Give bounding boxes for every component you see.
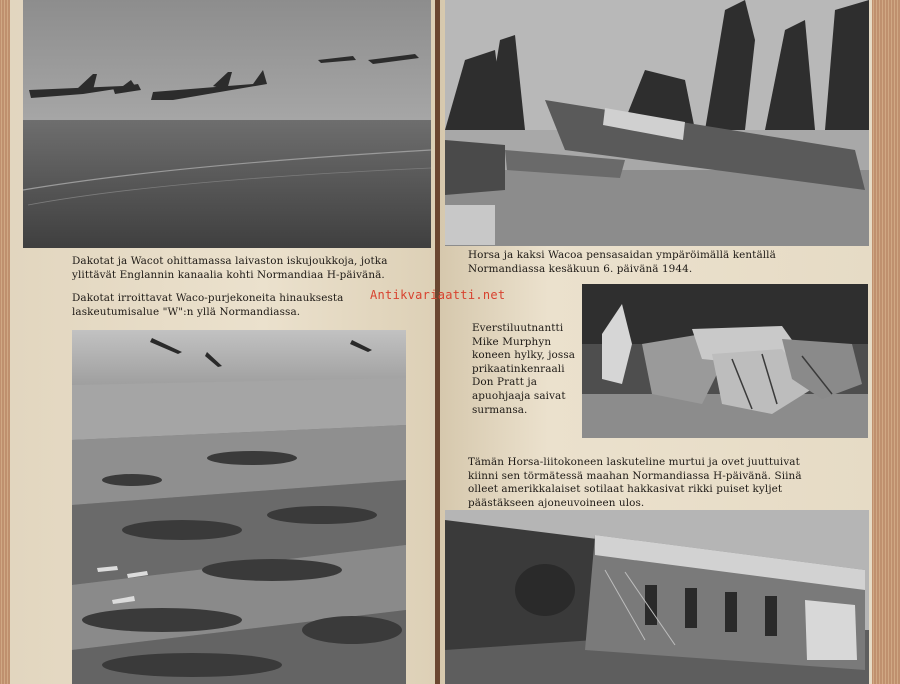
- caption-murphy-wreck: Everstiluutnantti Mike Murphyn koneen hylky, jossa prikaatinkenraali Don Pratt ja apuohjaaja saivat surmansa.: [472, 322, 576, 416]
- caption-horsa-landing-gear: Tämän Horsa-liitokoneen laskuteline murtui ja ovet juuttuivat kiinni sen törmätessä maahan Normandiassa H-päivänä. Siinä olleet amerikkalaiset sotilaat hakkasivat rikki puiset kyljet päästäkseen ajoneuvoineen ulos.: [468, 456, 802, 509]
- right-page-edge: [872, 0, 900, 684]
- photo-horsa-broken-sides: [445, 510, 869, 684]
- left-page: [10, 0, 435, 684]
- photo-dakotas-over-sea: [23, 0, 431, 248]
- caption-horsa-and-wacos: Horsa ja kaksi Wacoa pensasaidan ympäröimällä kentällä Normandiassa kesäkuun 6. päivänä 1944.: [468, 249, 776, 275]
- photo-gliders-over-normandy: [72, 330, 406, 684]
- photo-horsa-and-wacos-in-field: [445, 0, 869, 246]
- left-page-edge: [0, 0, 10, 684]
- watermark: Antikvariaatti.net: [370, 288, 506, 302]
- caption-dakotas-over-fleet: Dakotat ja Wacot ohittamassa laivaston iskujoukkoja, jotka ylittävät Englannin kanaalia kohti Normandiaa H-päivänä.: [72, 255, 388, 281]
- caption-dakotas-release-gliders: Dakotat irroittavat Waco-purjekoneita hinauksesta laskeutumisalue "W":n yllä Normandiassa.: [72, 292, 344, 318]
- photo-murphy-glider-wreck: [582, 284, 868, 438]
- right-page: [440, 0, 872, 684]
